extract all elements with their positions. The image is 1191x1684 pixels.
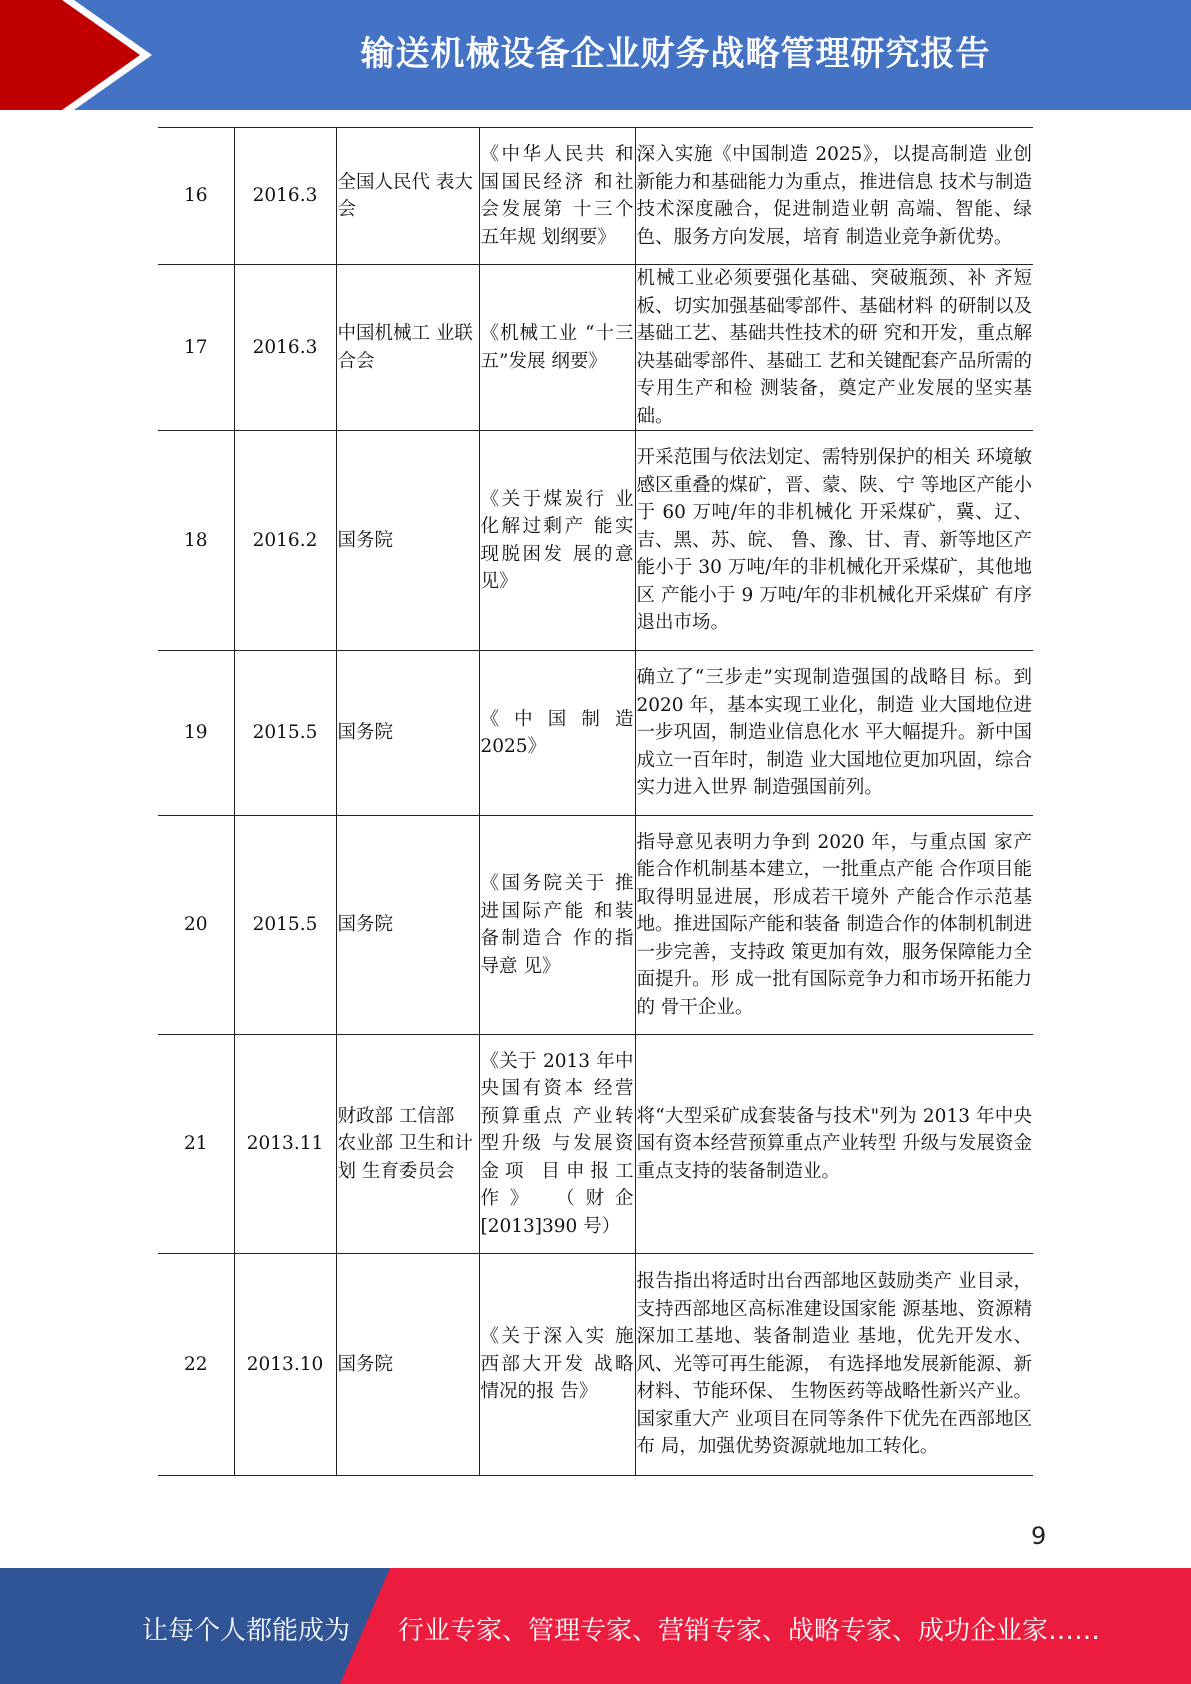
row-date: 2016.3 (234, 265, 336, 431)
row-date: 2013.11 (234, 1035, 336, 1254)
row-content: 指导意见表明力争到 2020 年，与重点国 家产能合作机制基本建立，一批重点产能 合作项目能取得明显进展，形成若干境外 产能合作示范基地。推进国际产能和装备 制造合作的体制机制进一步完善，支持政 策更加有效，服务保障能力全面提升。形 成一批有国际竞争力和市场开拓能力的 骨干企业。 (635, 816, 1033, 1035)
row-document: 《关于深入实 施西部大开发 战略情况的报 告》 (479, 1254, 635, 1476)
row-date: 2013.10 (234, 1254, 336, 1476)
row-organization: 国务院 (336, 431, 479, 651)
page-header (0, 0, 1191, 110)
row-number: 22 (158, 1254, 234, 1476)
row-organization: 财政部 工信部 农业部 卫生和计划 生育委员会 (336, 1035, 479, 1254)
row-number: 20 (158, 816, 234, 1035)
table-row (158, 431, 1033, 651)
row-organization: 中国机械工 业联合会 (336, 265, 479, 431)
row-content: 机械工业必须要强化基础、突破瓶颈、补 齐短板、切实加强基础零部件、基础材料 的研制以及基础工艺、基础共性技术的研 究和开发，重点解决基础零部件、基础工 艺和关键配套产品所需的专用生产和检 测装备，奠定产业发展的坚实基础。 (635, 265, 1033, 431)
row-content: 确立了“三步走”实现制造强国的战略目 标。到 2020 年，基本实现工业化，制造 业大国地位进一步巩固，制造业信息化水 平大幅提升。新中国成立一百年时，制造 业大国地位更加巩固，综合实力进入世界 制造强国前列。 (635, 651, 1033, 816)
page-number: 9 (1031, 1522, 1047, 1550)
row-document: 《国务院关于 推进国际产能 和装备制造合 作的指导意 见》 (479, 816, 635, 1035)
table-row (158, 265, 1033, 431)
row-document: 《中华人民共 和国国民经济 和社会发展第 十三个五年规 划纲要》 (479, 128, 635, 265)
row-organization: 国务院 (336, 651, 479, 816)
row-document: 《机械工业 “十三五”发展 纲要》 (479, 265, 635, 431)
row-number: 19 (158, 651, 234, 816)
policy-table (158, 127, 1033, 1476)
row-date: 2015.5 (234, 816, 336, 1035)
row-number: 21 (158, 1035, 234, 1254)
footer-slogan-left: 让每个人都能成为 (142, 1616, 351, 1646)
row-content: 将“大型采矿成套装备与技术"列为 2013 年中央国有资本经营预算重点产业转型 升级与发展资金重点支持的装备制造业。 (635, 1035, 1033, 1254)
row-organization: 全国人民代 表大会 (336, 128, 479, 265)
table-row (158, 651, 1033, 816)
header-red-chevron (0, 0, 150, 110)
row-organization: 国务院 (336, 1254, 479, 1476)
table-row (158, 1254, 1033, 1476)
report-title: 输送机械设备企业财务战略管理研究报告 (360, 34, 991, 74)
row-content: 报告指出将适时出台西部地区鼓励类产 业目录，支持西部地区高标准建设国家能 源基地、资源精深加工基地、装备制造业 基地，优先开发水、风、光等可再生能源， 有选择地发展新能源、新材料、节能环保、 生物医药等战略性新兴产业。国家重大产 业项目在同等条件下优先在西部地区布 局，加强优势资源就地加工转化。 (635, 1254, 1033, 1476)
row-document: 《关于煤炭行 业化解过剩产 能实现脱困发 展的意见》 (479, 431, 635, 651)
table-row (158, 816, 1033, 1035)
table-row (158, 1035, 1033, 1254)
row-content: 深入实施《中国制造 2025》，以提高制造 业创新能力和基础能力为重点，推进信息 技术与制造技术深度融合，促进制造业朝 高端、智能、绿色、服务方向发展，培育 制造业竞争新优势。 (635, 128, 1033, 265)
row-document: 《关于 2013 年中央国有资本 经营预算重点 产业转型升级 与发展资金项 目申报工作》 （财企[2013]390 号） (479, 1035, 635, 1254)
row-date: 2016.2 (234, 431, 336, 651)
page-footer (0, 1568, 1191, 1684)
table-row (158, 128, 1033, 265)
row-document: 《中国制造 2025》 (479, 651, 635, 816)
row-date: 2015.5 (234, 651, 336, 816)
row-number: 17 (158, 265, 234, 431)
row-number: 18 (158, 431, 234, 651)
row-number: 16 (158, 128, 234, 265)
row-date: 2016.3 (234, 128, 336, 265)
footer-slogan-right: 行业专家、管理专家、营销专家、战略专家、成功企业家…… (398, 1616, 1101, 1646)
row-organization: 国务院 (336, 816, 479, 1035)
row-content: 开采范围与依法划定、需特别保护的相关 环境敏感区重叠的煤矿，晋、蒙、陕、宁 等地区产能小于 60 万吨/年的非机械化 开采煤矿，冀、辽、吉、黑、苏、皖、 鲁、豫、甘、青、新等地区产能小于 30 万吨/年的非机械化开采煤矿，其他地区 产能小于 9 万吨/年的非机械化开采煤矿 有序退出市场。 (635, 431, 1033, 651)
